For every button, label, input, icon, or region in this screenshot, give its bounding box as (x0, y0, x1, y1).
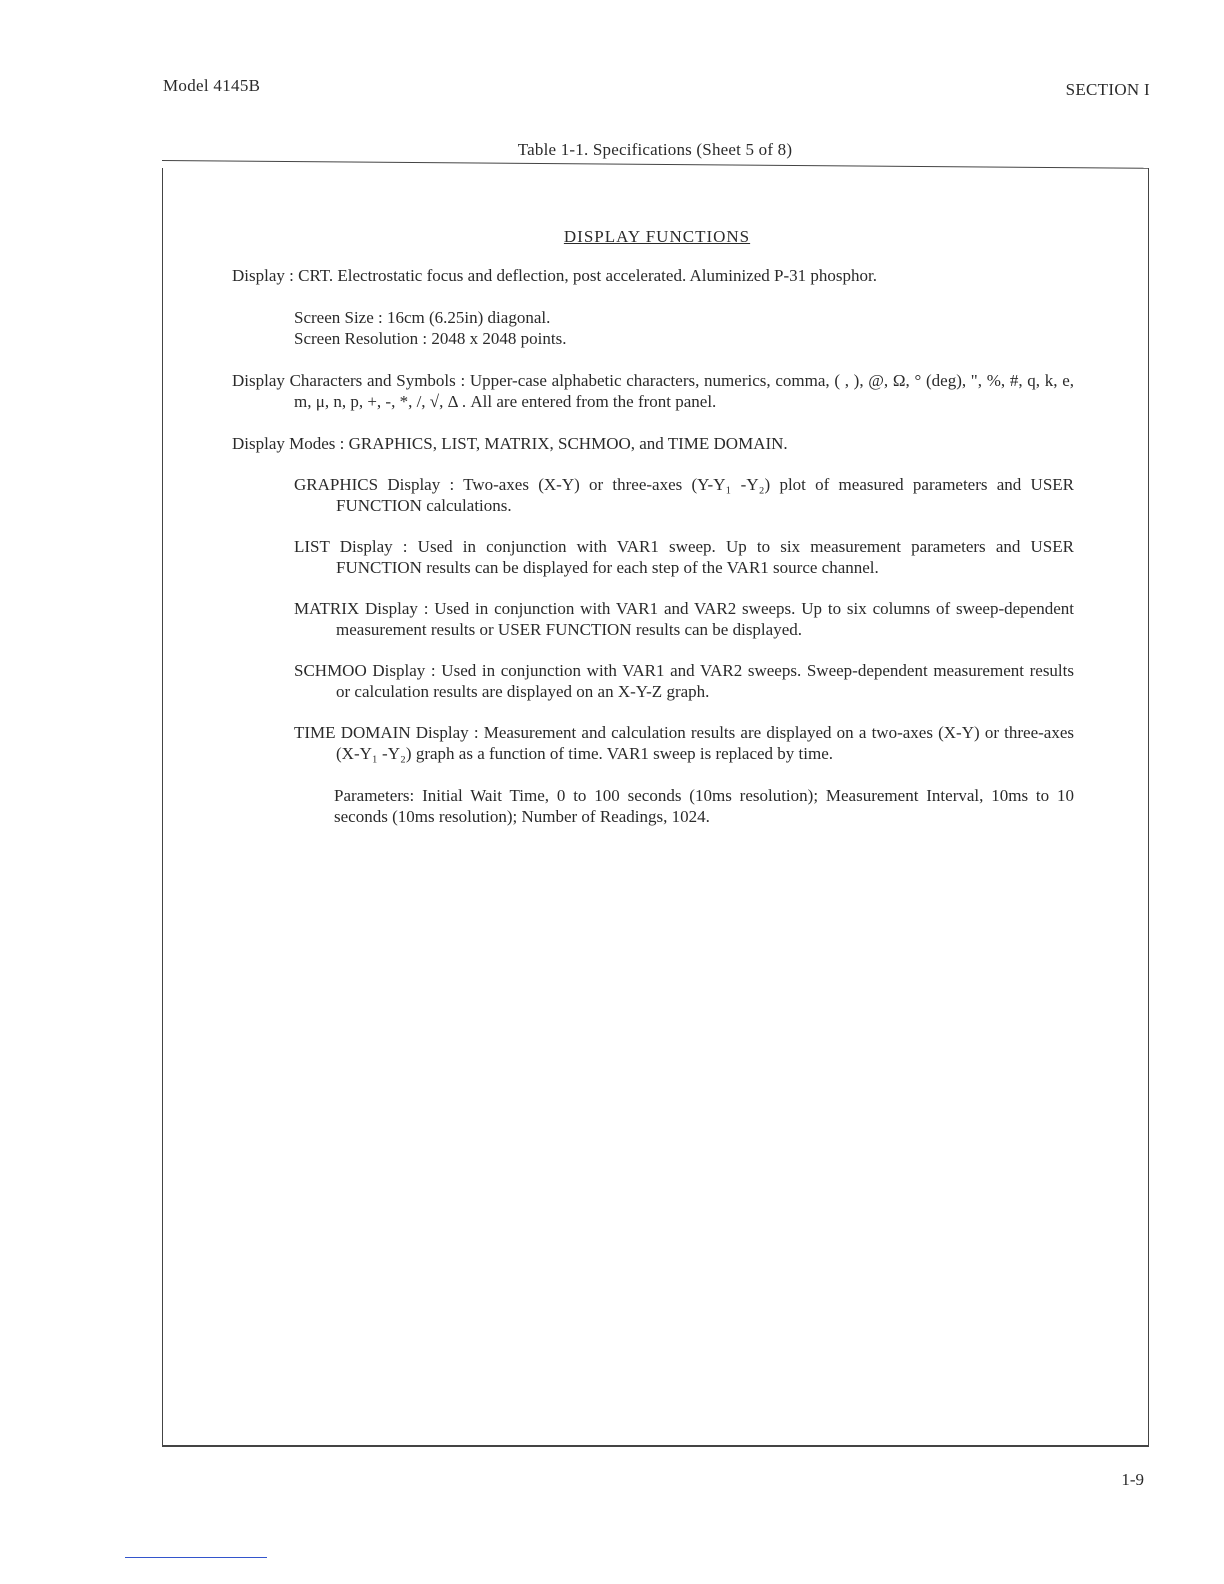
screen-resolution: Screen Resolution : 2048 x 2048 points. (294, 329, 567, 348)
matrix-display: MATRIX Display : Used in conjunction with VAR1 and VAR2 sweeps. Up to six columns of sweep-dependent measurement results or USER FUNCTION results can be displayed. (294, 599, 1074, 639)
table-content (232, 226, 1074, 827)
time-domain-display: TIME DOMAIN Display : Measurement and calculation results are displayed on a two-axes (X-Y) or three-axes (X-Y₁ -Y₂) graph as a function of time. VAR1 sweep is replaced by time. (294, 723, 1074, 763)
section-title: DISPLAY FUNCTIONS (563, 227, 751, 246)
model-header: Model 4145B (163, 76, 261, 95)
display-modes-intro: Display Modes : GRAPHICS, LIST, MATRIX, SCHMOO, and TIME DOMAIN. (232, 434, 788, 453)
page-number: 1-9 (1121, 1470, 1144, 1489)
display-characters: Display Characters and Symbols : Upper-case alphabetic characters, numerics, comma, ( , ), @, Ω, ° (deg), ", %, #, q, k, e, m, μ, n, p, +, -, *, /, √, Δ . All are entered from the front panel. (232, 371, 1074, 411)
screen-size: Screen Size : 16cm (6.25in) diagonal. (294, 308, 551, 327)
footer-rule (125, 1557, 267, 1558)
section-header: SECTION I (1065, 80, 1150, 99)
schmoo-display: SCHMOO Display : Used in conjunction with VAR1 and VAR2 sweeps. Sweep-dependent measurement results or calculation results are displayed on an X-Y-Z graph. (294, 661, 1074, 701)
graphics-display: GRAPHICS Display : Two-axes (X-Y) or three-axes (Y-Y₁ -Y₂) plot of measured parameters and USER FUNCTION calculations. (294, 475, 1074, 515)
display-spec: Display : CRT. Electrostatic focus and deflection, post accelerated. Aluminized P-31 phosphor. (232, 266, 877, 285)
table-title: Table 1-1. Specifications (Sheet 5 of 8) (517, 140, 793, 159)
list-display: LIST Display : Used in conjunction with VAR1 sweep. Up to six measurement parameters and USER FUNCTION results can be displayed for each step of the VAR1 source channel. (294, 537, 1074, 577)
time-domain-parameters: Parameters: Initial Wait Time, 0 to 100 seconds (10ms resolution); Measurement Interval, 10ms to 10 seconds (10ms resolution); Number of Readings, 1024. (334, 786, 1074, 826)
